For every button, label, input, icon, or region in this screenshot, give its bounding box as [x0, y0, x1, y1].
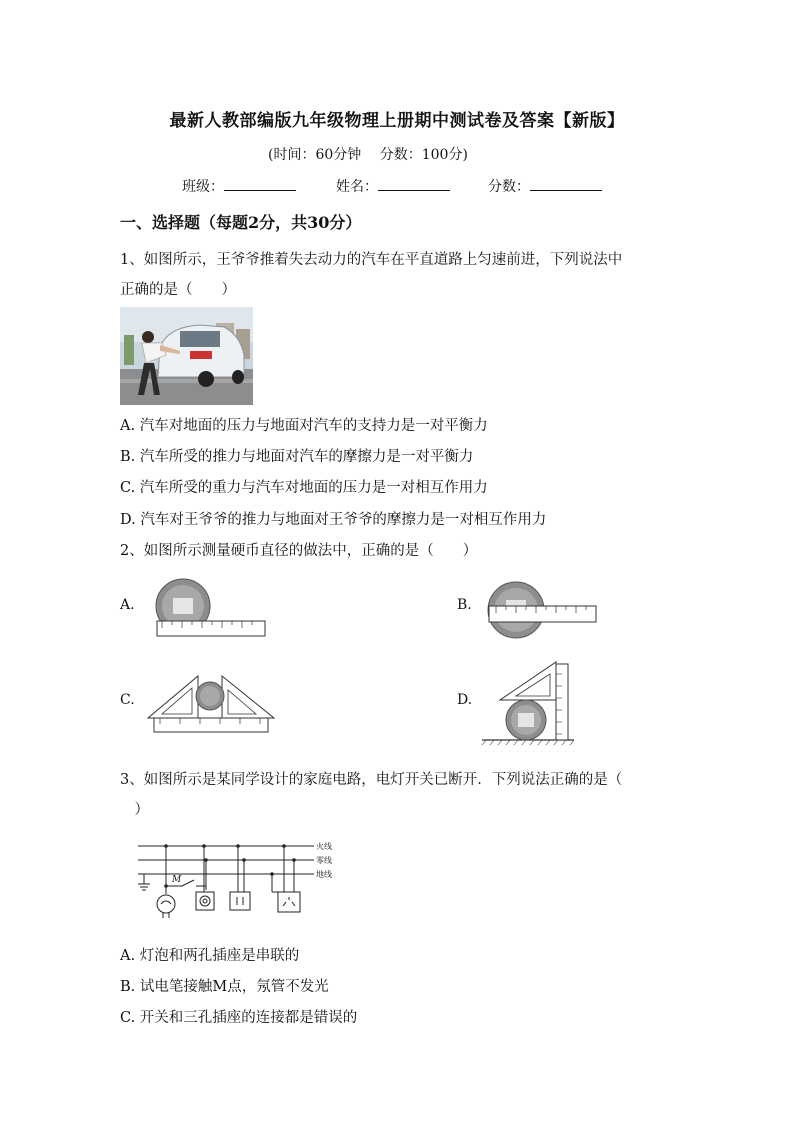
- q2-label-d[interactable]: D.: [457, 692, 473, 708]
- score-field: [488, 176, 602, 196]
- wire-label-neutral: 零线: [316, 856, 332, 865]
- q1-stem-line2: 正确的是（ ）: [120, 282, 236, 298]
- q3-option-a[interactable]: A. 灯泡和两孔插座是串联的: [120, 948, 300, 964]
- coin-ruler-figure-a: [152, 578, 268, 642]
- q1-option-d[interactable]: D. 汽车对王爷爷的推力与地面对王爷爷的摩擦力是一对相互作用力: [120, 512, 547, 528]
- q3-option-c[interactable]: C. 开关和三孔插座的连接都是错误的: [120, 1010, 358, 1026]
- q1-option-a[interactable]: A. 汽车对地面的压力与地面对汽车的支持力是一对平衡力: [120, 418, 488, 434]
- class-label: 班级：: [182, 179, 224, 195]
- name-label: 姓名：: [336, 179, 378, 195]
- q2-label-a[interactable]: A.: [120, 597, 135, 613]
- class-blank[interactable]: [224, 176, 296, 191]
- q3-option-b[interactable]: B. 试电笔接触M点，氖管不发光: [120, 979, 329, 995]
- car-push-photo: [120, 307, 253, 405]
- exam-time-score: (时间：60分钟 分数：100分): [268, 147, 468, 163]
- section-heading: 一、选择题（每题2分，共30分）: [120, 213, 362, 232]
- q2-label-c[interactable]: C.: [120, 692, 135, 708]
- q1-option-c[interactable]: C. 汽车所受的重力与汽车对地面的压力是一对相互作用力: [120, 480, 488, 496]
- q2-stem: 2、如图所示测量硬币直径的做法中，正确的是（ ）: [120, 543, 478, 559]
- q3-stem-line2: ）: [120, 802, 149, 818]
- circuit-point-m: M: [172, 875, 182, 885]
- q1-option-b[interactable]: B. 汽车所受的推力与地面对汽车的摩擦力是一对平衡力: [120, 449, 474, 465]
- wire-label-ground: 地线: [316, 870, 332, 879]
- name-field: [336, 176, 450, 196]
- household-circuit-diagram: [134, 836, 344, 922]
- score-label: 分数：: [488, 179, 530, 195]
- class-field: [182, 176, 296, 196]
- coin-triangles-figure-c: [146, 670, 278, 736]
- score-blank[interactable]: [530, 176, 602, 191]
- name-blank[interactable]: [378, 176, 450, 191]
- q2-label-b[interactable]: B.: [457, 597, 472, 613]
- wire-label-live: 火线: [316, 842, 332, 851]
- coin-triangle-figure-d: [480, 660, 576, 746]
- coin-ruler-figure-b: [486, 578, 598, 642]
- q1-stem-line1: 1、如图所示，王爷爷推着失去动力的汽车在平直道路上匀速前进，下列说法中: [120, 252, 623, 268]
- q3-stem-line1: 3、如图所示是某同学设计的家庭电路，电灯开关已断开．下列说法正确的是（: [120, 772, 623, 788]
- page-title: 最新人教部编版九年级物理上册期中测试卷及答案【新版】: [169, 111, 625, 131]
